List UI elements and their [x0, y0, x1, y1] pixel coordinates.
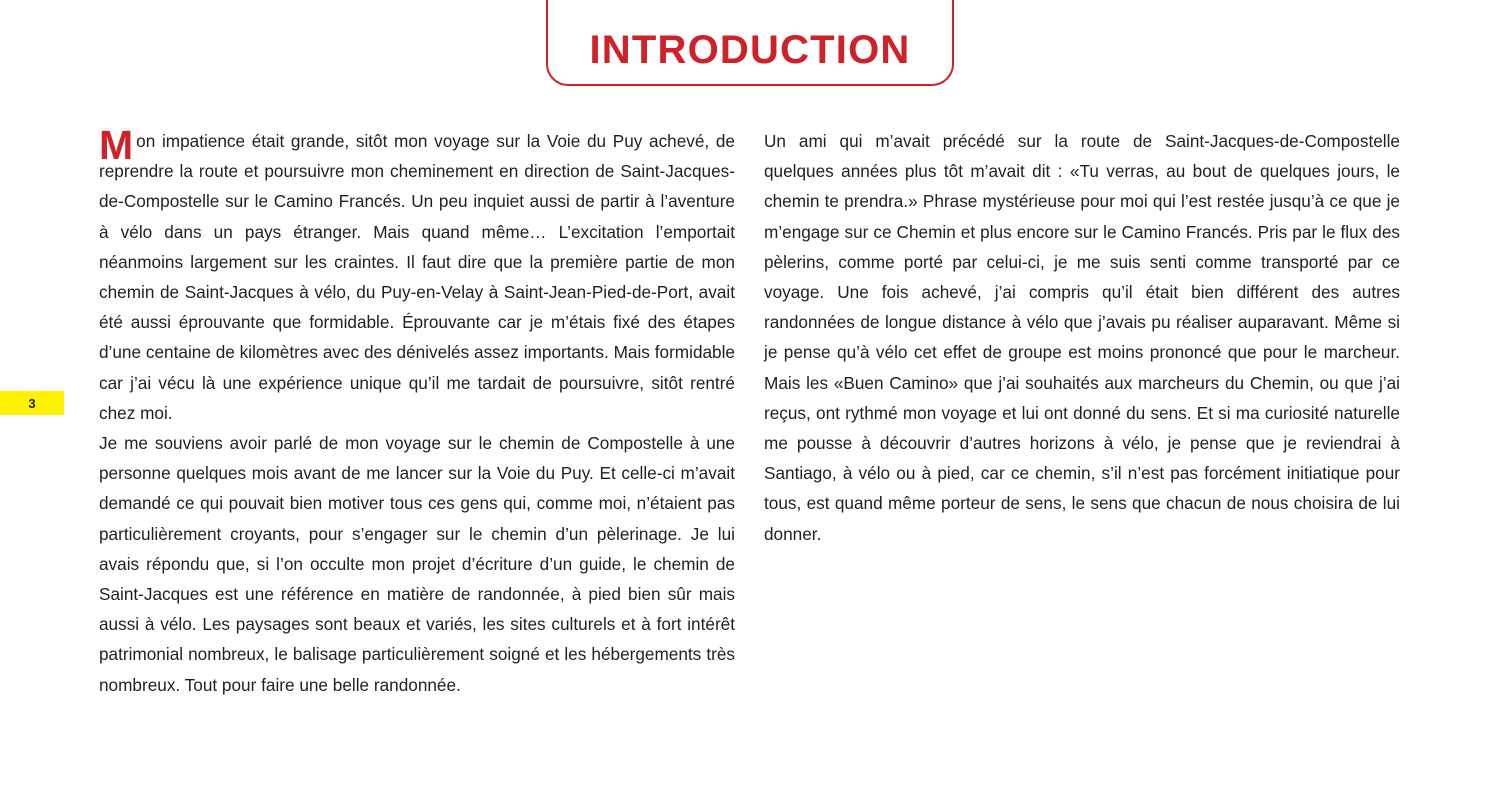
paragraph [99, 122, 735, 428]
page-title: INTRODUCTION [589, 28, 911, 72]
paragraph [764, 126, 1400, 549]
page-number: 3 [28, 395, 36, 411]
drop-cap: M [99, 122, 134, 168]
column-left [99, 122, 735, 700]
paragraph-text: Je me souviens avoir parlé de mon voyage sur le chemin de Compostelle à une personne quelques mois avant de me lancer sur la Voie du Puy. Et celle-ci m’avait demandé ce qui pouvait bien motiver tous ces gens qui, comme moi, n’étaient pas particulièrement croyants, pour s’engager sur le chemin d’un pèlerinage. Je lui avais répondu que, si l’on occulte mon projet d’écriture d’un guide, le chemin de Saint-Jacques est une référence en matière de randonnée, à pied bien sûr mais aussi à vélo. Les paysages sont beaux et variés, les sites culturels et à fort intérêt patrimonial nombreux, le balisage particulièrement soigné et les hébergements très nombreux. Tout pour faire une belle randonnée. [99, 433, 735, 695]
introduction-title-banner [546, 0, 954, 86]
paragraph-text: Un ami qui m’avait précédé sur la route de Saint-Jacques-de-Compostelle quelques années plus tôt m’avait dit : «Tu verras, au bout de quelques jours, le chemin te prendra.» Phrase mystérieuse pour moi qui l’est restée jusqu’à ce que je m’engage sur ce Chemin et plus encore sur le Camino Francés. Pris par le flux des pèlerins, comme porté par celui-ci, je me suis senti comme transporté par ce voyage. Une fois achevé, j’ai compris qu’il était bien différent des autres randonnées de longue distance à vélo que j’avais pu réaliser auparavant. Même si je pense qu’à vélo cet effet de groupe est moins prononcé que pour le marcheur. Mais les «Buen Camino» que j’ai souhaités aux marcheurs du Chemin, ou que j’ai reçus, ont rythmé mon voyage et lui ont donné du sens. Et si ma curiosité naturelle me pousse à découvrir d’autres horizons à vélo, je pense que je reviendrai à Santiago, à vélo ou à pied, car ce chemin, s’il n’est pas forcément initiatique pour tous, est quand même porteur de sens, le sens que chacun de nous choisira de lui donner. [764, 131, 1400, 544]
body-columns [99, 122, 1401, 700]
paragraph [99, 428, 735, 700]
column-right [764, 126, 1400, 700]
page-number-tab [0, 391, 64, 415]
paragraph-text: on impatience était grande, sitôt mon voyage sur la Voie du Puy achevé, de reprendre la route et poursuivre mon cheminement en direction de Saint-Jacques-de-Compostelle sur le Camino Francés. Un peu inquiet aussi de partir à l’aventure à vélo dans un pays étranger. Mais quand même… L’excitation l’emportait néanmoins largement sur les craintes. Il faut dire que la première partie de mon chemin de Saint-Jacques à vélo, du Puy-en-Velay à Saint-Jean-Pied-de-Port, avait été aussi éprouvante que formidable. Éprouvante car je m’étais fixé des étapes d’une centaine de kilomètres avec des dénivelés assez importants. Mais formidable car j’ai vécu là une expérience unique qu’il me tardait de poursuivre, sitôt rentré chez moi. [99, 131, 735, 423]
